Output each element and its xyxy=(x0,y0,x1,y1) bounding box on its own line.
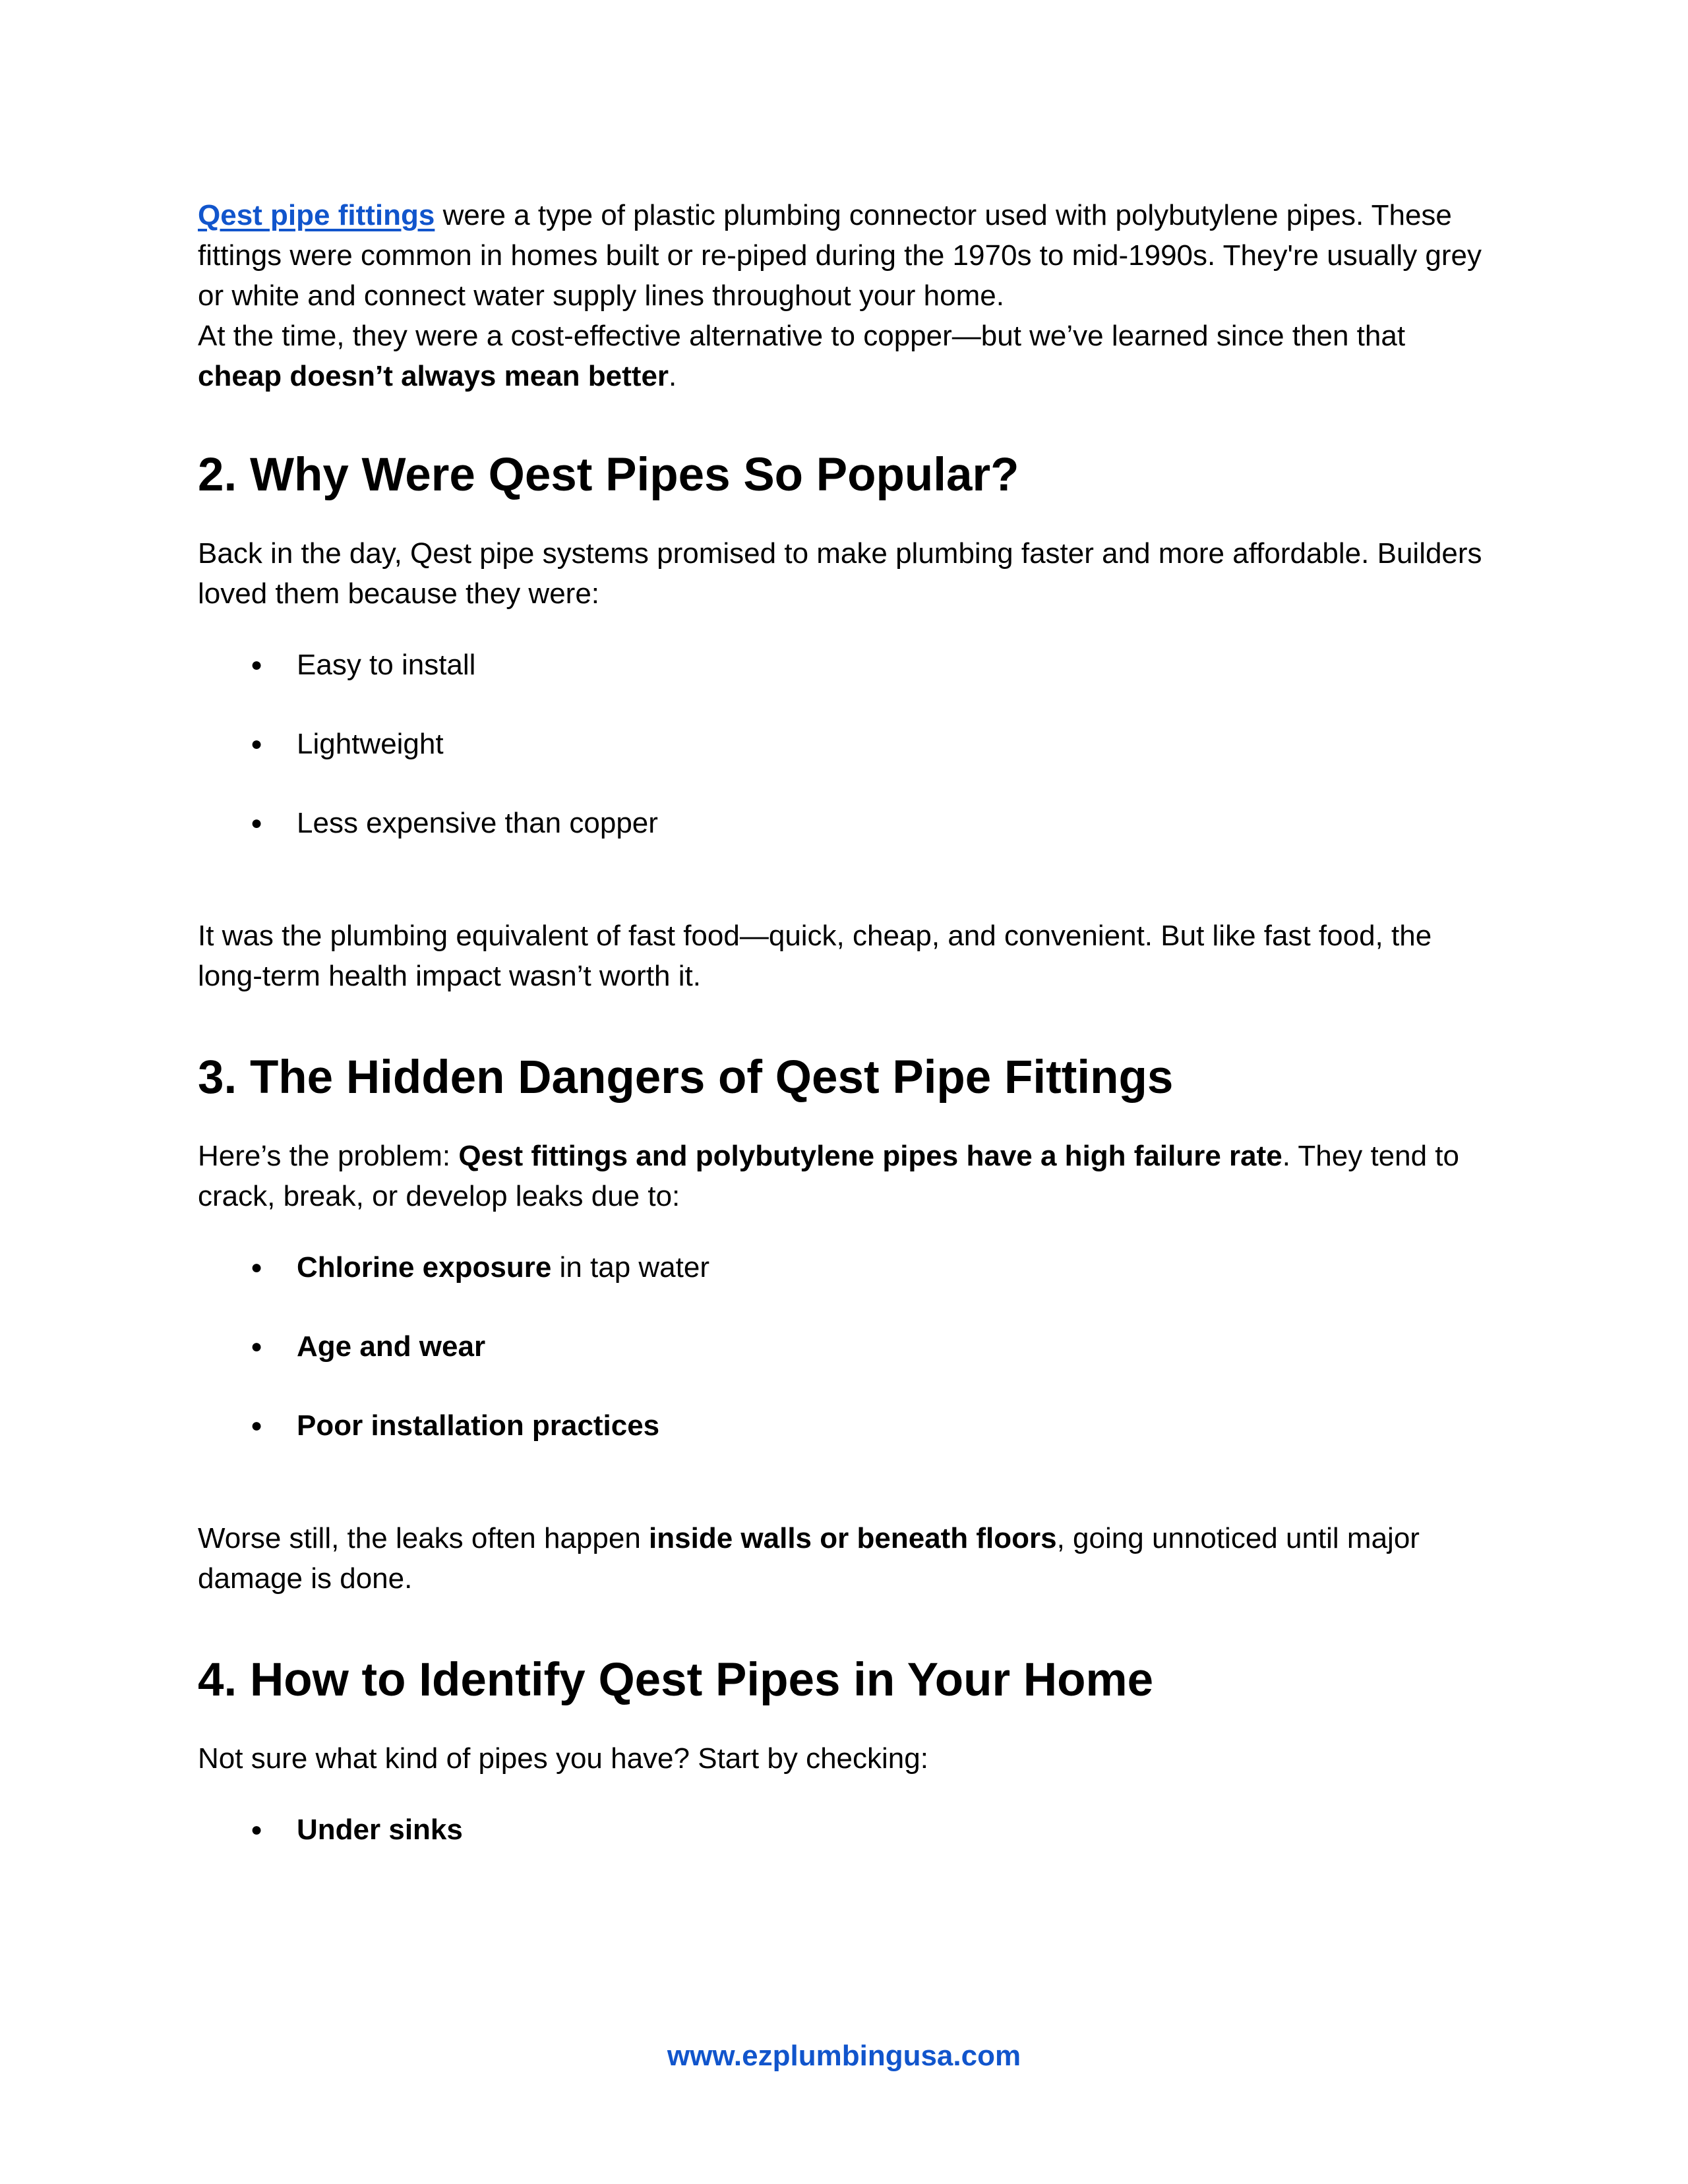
intro-paragraph-1-text: were a type of plastic plumbing connector used with polybutylene pipes. These fittings were common in homes built or re-piped during the 1970s to mid-1990s. They're usually grey or white and connect water supply lines throughout your home. xyxy=(198,199,1482,312)
intro-paragraph-1 xyxy=(198,195,1490,316)
list-item-text: Lightweight xyxy=(297,728,444,760)
list-item-bold: Under sinks xyxy=(297,1814,463,1846)
bullet-icon: ● xyxy=(251,733,263,755)
intro-paragraph-2 xyxy=(198,316,1490,396)
section-3-lead-end: . They tend to crack, break, or develop leaks due to: xyxy=(198,1140,1460,1212)
section-4-heading: 4. How to Identify Qest Pipes in Your Home xyxy=(198,1654,1154,1706)
section-4-lead: Not sure what kind of pipes you have? Start by checking: xyxy=(198,1742,928,1775)
intro-paragraph-2-bold: cheap doesn’t always mean better xyxy=(198,360,669,392)
list-item-text: Less expensive than copper xyxy=(297,807,658,839)
bullet-icon: ● xyxy=(251,1256,263,1278)
section-3-after-text: Worse still, the leaks often happen xyxy=(198,1522,649,1554)
section-3-lead-text: Here’s the problem: xyxy=(198,1140,459,1172)
list-item xyxy=(198,1405,1490,1446)
list-item xyxy=(198,645,1490,685)
bullet-icon: ● xyxy=(251,654,263,676)
section-3-after xyxy=(198,1518,1490,1599)
section-3-heading: 3. The Hidden Dangers of Qest Pipe Fittings xyxy=(198,1051,1174,1104)
section-4-bullet-list xyxy=(198,1810,1490,1850)
list-item xyxy=(198,1326,1490,1367)
list-item xyxy=(198,724,1490,764)
document-page xyxy=(198,195,1490,1850)
section-2-after: It was the plumbing equivalent of fast food—quick, cheap, and convenient. But like fast food, the long-term health impact wasn’t worth it. xyxy=(198,920,1432,992)
list-item-bold: Age and wear xyxy=(297,1330,486,1363)
bullet-icon: ● xyxy=(251,812,263,834)
section-2-bullet-list xyxy=(198,645,1490,843)
section-3-bullet-list xyxy=(198,1247,1490,1446)
section-3-after-bold: inside walls or beneath floors xyxy=(649,1522,1057,1554)
footer-url[interactable]: www.ezplumbingusa.com xyxy=(667,2040,1021,2072)
section-3-lead xyxy=(198,1136,1490,1216)
list-item xyxy=(198,1247,1490,1287)
bullet-icon: ● xyxy=(251,1819,263,1841)
list-item-bold: Chlorine exposure xyxy=(297,1251,552,1284)
section-3-after-end: , going unnoticed until major damage is done. xyxy=(198,1522,1420,1595)
intro-paragraph-2-text: At the time, they were a cost-effective alternative to copper—but we’ve learned since then that xyxy=(198,320,1406,352)
list-item-bold: Poor installation practices xyxy=(297,1409,660,1442)
section-2-heading: 2. Why Were Qest Pipes So Popular? xyxy=(198,449,1019,501)
section-2-lead: Back in the day, Qest pipe systems promised to make plumbing faster and more affordable. Builders loved them because they were: xyxy=(198,537,1482,610)
intro-paragraph-2-end: . xyxy=(669,360,677,392)
section-3-lead-bold: Qest fittings and polybutylene pipes have a high failure rate xyxy=(458,1140,1282,1172)
qest-pipe-fittings-link[interactable]: Qest pipe fittings xyxy=(198,199,435,231)
bullet-icon: ● xyxy=(251,1415,263,1436)
list-item-text: in tap water xyxy=(551,1251,709,1284)
list-item xyxy=(198,803,1490,843)
list-item-text: Easy to install xyxy=(297,649,476,681)
list-item xyxy=(198,1810,1490,1850)
bullet-icon: ● xyxy=(251,1336,263,1357)
